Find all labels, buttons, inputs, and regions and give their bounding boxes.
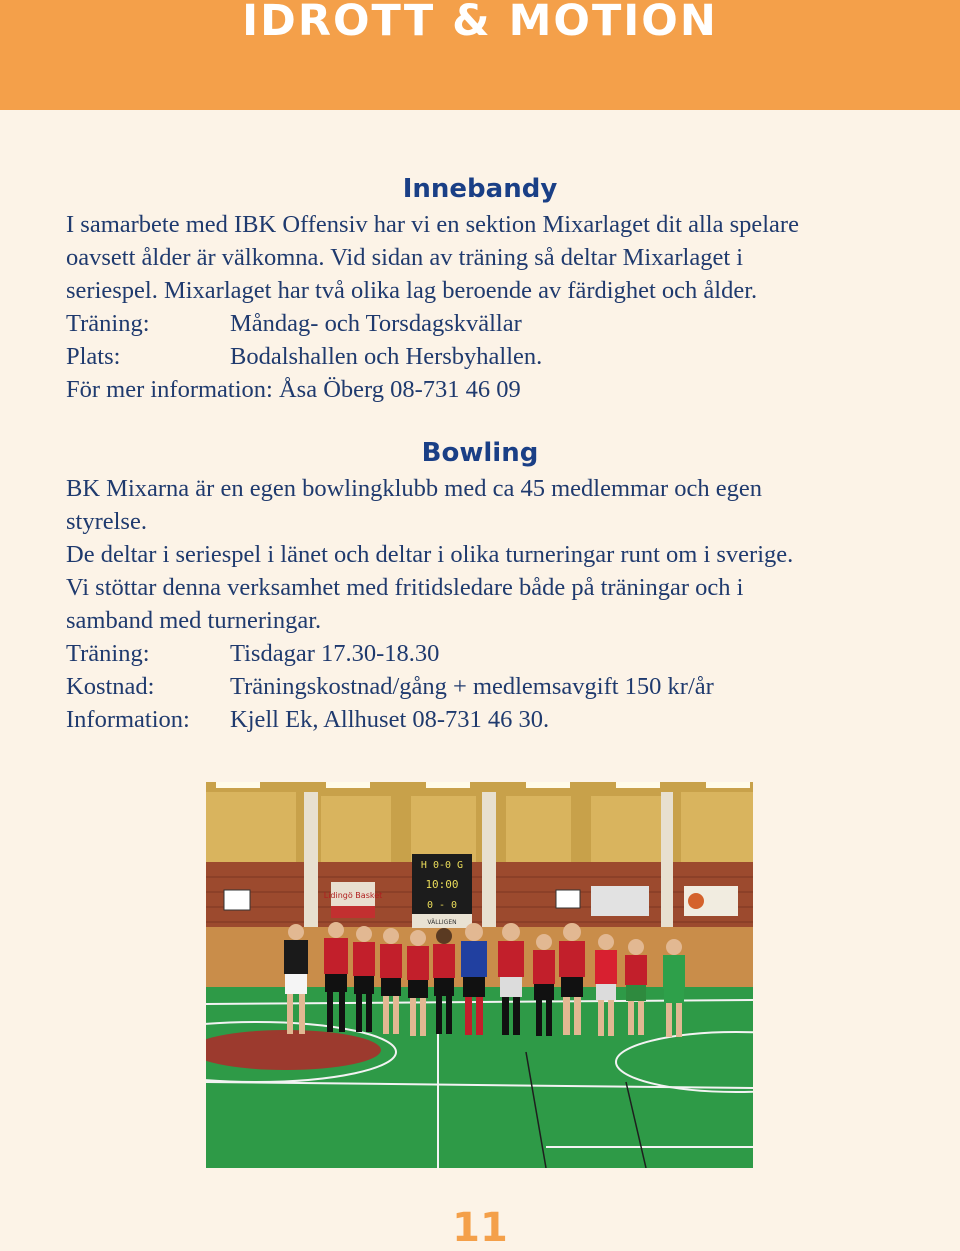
detail-label: Träning: <box>66 640 150 667</box>
banner-text: Lidingö Basket <box>323 891 383 900</box>
innebandy-line: seriespel. Mixarlaget har två olika lag beroende av färdighet och ålder. <box>66 277 758 304</box>
scoreboard-row: 0 - 0 <box>426 900 458 911</box>
bowling-text <box>66 472 896 736</box>
detail-value: Måndag- och Torsdagskvällar <box>230 310 522 337</box>
bowling-line: De deltar i seriespel i länet och deltar i olika turneringar runt om i sverige. <box>66 541 794 568</box>
page-title: IDROTT & MOTION <box>242 0 718 46</box>
innebandy-line: oavsett ålder är välkomna. Vid sidan av träning så deltar Mixarlaget i <box>66 244 744 271</box>
detail-label: Kostnad: <box>66 673 155 700</box>
detail-value: Träningskostnad/gång + medlemsavgift 150 kr/år <box>230 673 714 700</box>
scoreboard-row: H 0-0 G <box>420 860 464 871</box>
detail-value: Kjell Ek, Allhuset 08-731 46 30. <box>230 706 550 733</box>
detail-label: Information: <box>66 706 190 733</box>
page-header-band <box>0 0 960 110</box>
innebandy-heading: Innebandy <box>402 174 558 204</box>
detail-value: Bodalshallen och Hersbyhallen. <box>230 343 543 370</box>
team-photo <box>206 782 753 1168</box>
innebandy-line: I samarbete med IBK Offensiv har vi en sektion Mixarlaget dit alla spelare <box>66 211 799 238</box>
bowling-detail-row <box>66 703 896 736</box>
bowling-detail-row <box>66 670 896 703</box>
innebandy-detail-row <box>66 340 896 373</box>
bowling-line: BK Mixarna är en egen bowlingklubb med ca 45 medlemmar och egen <box>66 475 762 502</box>
scoreboard-row: 10:00 <box>425 878 459 891</box>
detail-label: Plats: <box>66 343 121 370</box>
bowling-line: Vi stöttar denna verksamhet med fritidsledare både på träningar och i <box>66 574 744 601</box>
bowling-line: samband med turneringar. <box>66 607 322 634</box>
innebandy-text <box>66 208 896 406</box>
innebandy-contact: För mer information: Åsa Öberg 08-731 46 09 <box>66 376 521 403</box>
detail-label: Träning: <box>66 310 150 337</box>
page-number: 11 <box>452 1205 508 1251</box>
detail-value: Tisdagar 17.30-18.30 <box>230 640 440 667</box>
innebandy-detail-row <box>66 307 896 340</box>
bowling-heading: Bowling <box>421 438 539 468</box>
bowling-detail-row <box>66 637 896 670</box>
sign-text: VÄLLIGEN <box>427 919 457 926</box>
bowling-line: styrelse. <box>66 508 147 535</box>
